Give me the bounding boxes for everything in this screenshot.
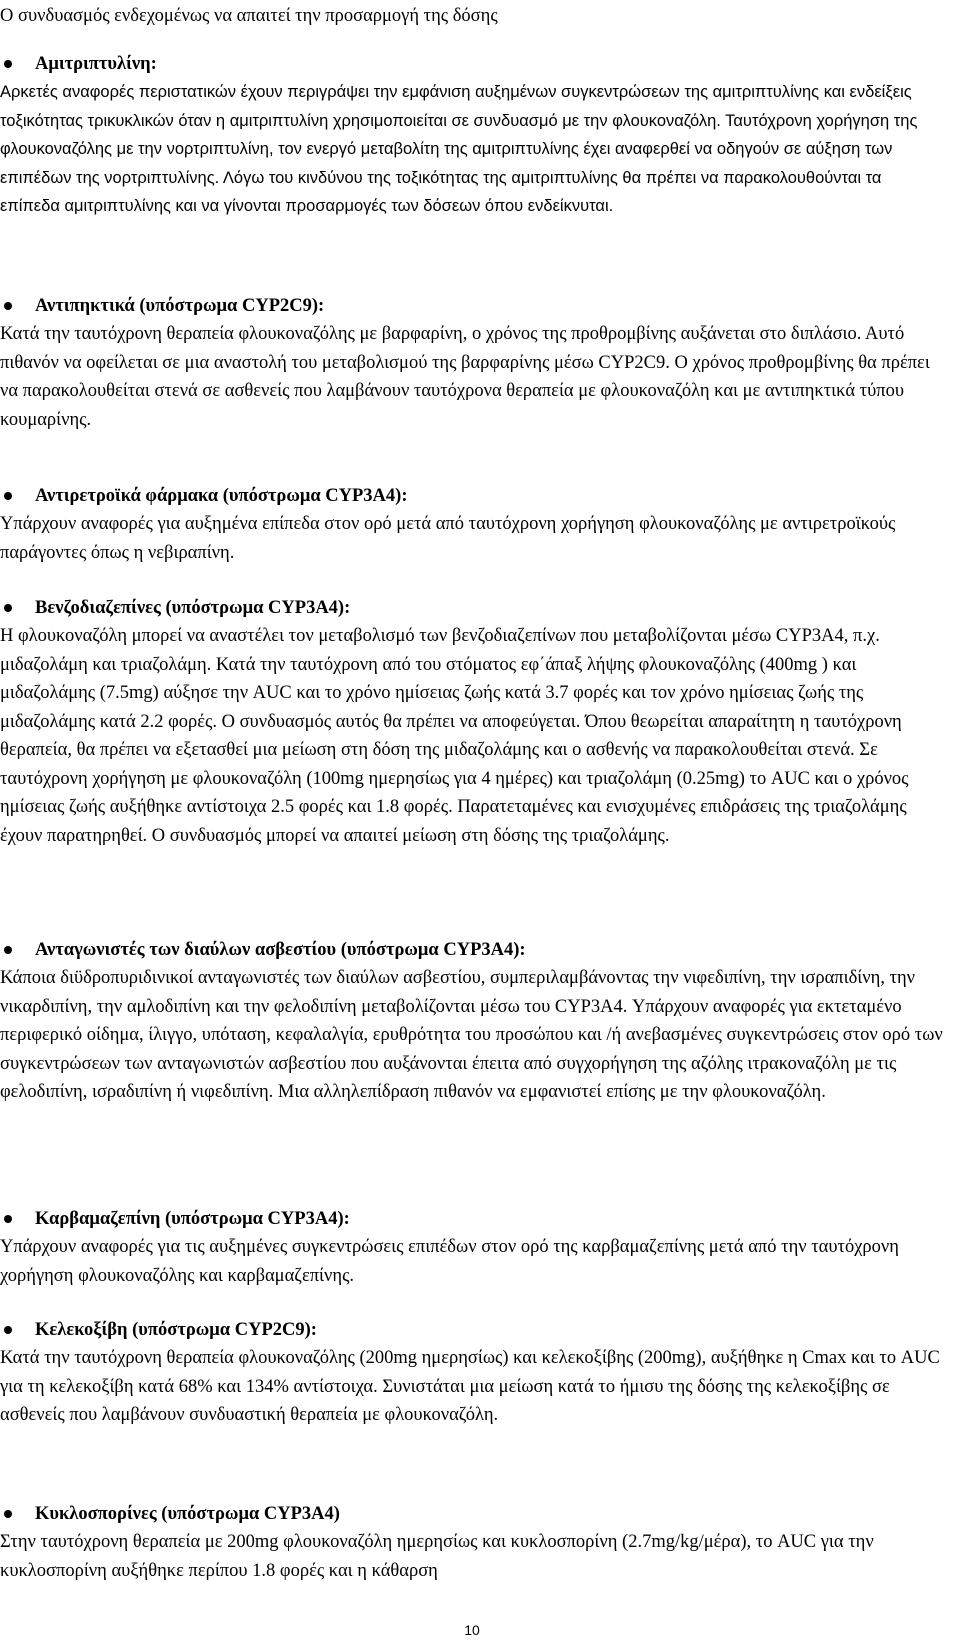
section-body: Κάποια διϋδροπυριδινικοί ανταγωνιστές των διαύλων ασβεστίου, συμπεριλαμβάνοντας την νιφεδιπίνη, την ισραπιδίνη, την νικαρδιπίνη, την αμλοδιπίνη και την φελοδιπίνη μεταβολίζονται μέσω του CYP3A4. Υπάρχουν αναφορές για εκτεταμένο περιφερικό οίδημα, ίλιγγο, υπόταση, κεφαλαλγία, ερυθρότητα του προσώπου και /ή ανεβασμένες συγκεντρώσεις στον ορό των συγκεντρώσεων των ανταγωνιστών ασβεστίου που αυξάνονται έπειτα από συγχορήγηση της αζόλης ιτρακοναζόλη με τις φελοδιπίνη, ισραδιπίνη ή νιφεδιπίνη. Μια αλληλεπίδραση πιθανόν να εμφανιστεί επίσης με την φλουκοναζόλη.	[0, 968, 943, 1102]
section-calcium-channel-blockers	[0, 936, 944, 1107]
bullet-icon	[4, 1215, 12, 1223]
section-heading-row	[0, 50, 944, 78]
section-antiretrovirals	[0, 482, 944, 567]
section-body: Κατά την ταυτόχρονη θεραπεία φλουκοναζόλης με βαρφαρίνη, ο χρόνος της προθρομβίνης αυξάνεται στο διπλάσιο. Αυτό πιθανόν να οφείλεται σε μια αναστολή του μεταβολισμού της βαρφαρίνης μέσω CYP2C9. Ο χρόνος προθρομβίνης θα πρέπει να παρακολουθείται στενά σε ασθενείς που λαμβάνουν ταυτόχρονα θεραπεία με φλουκοναζόλη και με αντιπηκτικά τύπου κουμαρίνης.	[0, 324, 930, 430]
bullet-icon	[4, 604, 12, 612]
section-title: Βενζοδιαζεπίνες (υπόστρωμα CYP3A4):	[35, 598, 351, 618]
section-title: Κυκλοσπορίνες (υπόστρωμα CYP3A4)	[35, 1504, 340, 1524]
section-amitriptyline	[0, 50, 944, 221]
section-heading-row	[0, 482, 944, 510]
section-body: Η φλουκοναζόλη μπορεί να αναστέλει τον μεταβολισμό των βενζοδιαζεπίνων που μεταβολίζονται μέσω CYP3A4, π.χ. μιδαζολάμη και τριαζολάμη. Κατά την ταυτόχρονη από του στόματος εφ΄άπαξ λήψης φλουκοναζόλης (400mg ) και μιδαζολάμης (7.5mg) αύξησε την AUC και το χρόνο ημίσειας ζωής κατά 3.7 φορές και τον χρόνο ημίσειας ζωής της μιδαζολάμης κατά 2.2 φορές. Ο συνδυασμός αυτός θα πρέπει να αποφεύγεται. Όπου θεωρείται απαραίτητη η ταυτόχρονη θεραπεία, θα πρέπει να εξετασθεί μια μείωση στη δόση της μιδαζολάμης και ο ασθενής να παρακολουθείται στενά. Σε ταυτόχρονη χορήγηση με φλουκοναζόλη (100mg ημερησίως για 4 ημέρες) και τριαζολάμη (0.25mg) το AUC και ο χρόνος ημίσειας ζωής αυξήθηκε αντίστοιχα 2.5 φορές και 1.8 φορές. Παρατεταμένες και ενισχυμένες επιδράσεις της τριαζολάμης έχουν παρατηρηθεί. Ο συνδυασμός μπορεί να απαιτεί μείωση στη δόσης της τριαζολάμης.	[0, 626, 909, 846]
bullet-icon	[4, 492, 12, 500]
bullet-icon	[4, 1510, 12, 1518]
section-body: Αρκετές αναφορές περιστατικών έχουν περιγράψει την εμφάνιση αυξημένων συγκεντρώσεων της αμιτριπτυλίνης και ενδείξεις τοξικότητας τρικυκλικών όταν η αμιτριπτυλίνη χρησιμοποιείται σε συνδυασμό με την φλουκοναζόλη. Ταυτόχρονη χορήγηση της φλουκοναζόλης με την νορτριπτυλίνη, τον ενεργό μεταβολίτη της αμιτριπτυλίνης έχει αναφερθεί να οδηγούν σε αύξηση των επιπέδων της νορτριπτυλίνης. Λόγω του κινδύνου της τοξικότητας της αμιτριπτυλίνης θα πρέπει να παρακολουθούνται τα επίπεδα αμιτριπτυλίνης και να γίνονται προσαρμογές των δόσεων όπου ενδείκνυται.	[0, 83, 918, 215]
section-body: Κατά την ταυτόχρονη θεραπεία φλουκοναζόλης (200mg ημερησίως) και κελεκοξίβης (200mg), αυξήθηκε η Cmax και το AUC για τη κελεκοξίβη κατά 68% και 134% αντίστοιχα. Συνιστάται μια μείωση κατά το ήμισυ της δόσης της κελεκοξίβης σε ασθενείς που λαμβάνουν συνδυαστική θεραπεία με φλουκοναζόλη.	[0, 1348, 940, 1425]
page-number: 10	[464, 1622, 480, 1638]
section-heading-row	[0, 936, 944, 964]
section-heading-row	[0, 1500, 944, 1528]
section-heading-row	[0, 292, 944, 320]
bullet-icon	[4, 946, 12, 954]
section-celecoxib	[0, 1316, 944, 1430]
section-title: Κελεκοξίβη (υπόστρωμα CYP2C9):	[35, 1320, 317, 1340]
bullet-icon	[4, 1326, 12, 1334]
section-cyclosporins	[0, 1500, 944, 1585]
section-heading-row	[0, 1316, 944, 1344]
section-title: Αμιτριπτυλίνη:	[35, 54, 157, 74]
section-title: Αντιρετροϊκά φάρμακα (υπόστρωμα CYP3A4):	[35, 486, 408, 506]
section-heading-row	[0, 1205, 944, 1233]
section-carbamazepine	[0, 1205, 944, 1290]
intro-text: Ο συνδυασμός ενδεχομένως να απαιτεί την προσαρμογή της δόσης	[0, 6, 498, 26]
section-title: Ανταγωνιστές των διαύλων ασβεστίου (υπόστρωμα CYP3A4):	[35, 940, 526, 960]
section-body: Στην ταυτόχρονη θεραπεία με 200mg φλουκοναζόλη ημερησίως και κυκλοσπορίνη (2.7mg/kg/μέρα), το AUC για την κυκλοσπορίνη αυξήθηκε περίπου 1.8 φορές και η κάθαρση	[0, 1532, 874, 1581]
section-body: Υπάρχουν αναφορές για τις αυξημένες συγκεντρώσεις επιπέδων στον ορό της καρβαμαζεπίνης μετά από την ταυτόχρονη χορήγηση φλουκοναζόλης και καρβαμαζεπίνης.	[0, 1237, 899, 1286]
section-title: Αντιπηκτικά (υπόστρωμα CYP2C9):	[35, 296, 325, 316]
section-benzodiazepines	[0, 594, 944, 850]
bullet-icon	[4, 60, 12, 68]
section-heading-row	[0, 594, 944, 622]
bullet-icon	[4, 302, 12, 310]
section-body: Υπάρχουν αναφορές για αυξημένα επίπεδα στον ορό μετά από ταυτόχρονη χορήγηση φλουκοναζόλης με αντιρετροϊκούς παράγοντες όπως η νεβιραπίνη.	[0, 514, 896, 563]
section-title: Καρβαμαζεπίνη (υπόστρωμα CYP3A4):	[35, 1209, 350, 1229]
section-anticoagulants	[0, 292, 944, 434]
